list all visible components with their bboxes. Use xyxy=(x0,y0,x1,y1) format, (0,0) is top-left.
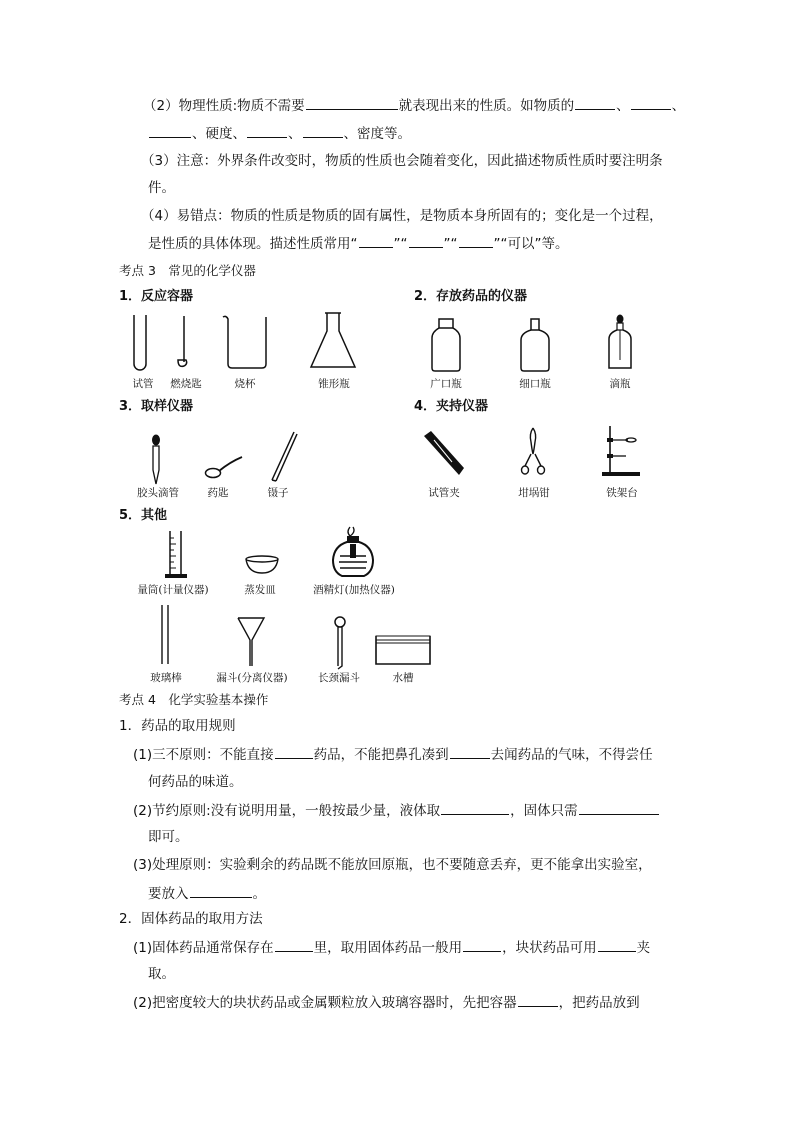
label-glass-rod: 玻璃棒 xyxy=(150,672,182,684)
water-trough-icon xyxy=(374,634,432,666)
evaporating-dish-icon xyxy=(244,555,280,577)
answer-blank[interactable] xyxy=(409,234,443,248)
glass-rod-icon xyxy=(158,604,172,666)
section-heading-kd3: 考点 3 常见的化学仪器 xyxy=(119,263,256,278)
answer-blank[interactable] xyxy=(275,745,313,759)
group-heading-holding: 4．夹持仪器 xyxy=(414,399,489,414)
dropper-icon xyxy=(148,434,164,486)
medicine-spoon-icon xyxy=(204,454,244,480)
physical-property-line2: 、硬度、 、 、密度等。 xyxy=(148,124,411,143)
answer-blank[interactable] xyxy=(450,745,490,759)
pitfall-line2: 是性质的具体体现。描述性质常用“ ”“ ”“ ”“可以”等。 xyxy=(148,236,569,252)
label-test-tube: 试管 xyxy=(132,378,154,390)
label-dropper: 胶头滴管 xyxy=(137,487,179,499)
narrow-mouth-bottle-icon xyxy=(519,318,551,372)
long-neck-funnel-icon xyxy=(332,614,348,670)
label-medicine-spoon: 药匙 xyxy=(207,487,229,499)
solid-method-line2: 取。 xyxy=(148,966,175,982)
group-heading-reaction: 1．反应容器 xyxy=(119,289,194,304)
rule-economy-line1: (2)节约原则:没有说明用量，一般按最少量，液体取 ，固体只需 xyxy=(133,801,660,820)
rule-economy-line2: 即可。 xyxy=(148,829,189,845)
label-conical-flask: 锥形瓶 xyxy=(318,378,350,390)
conical-flask-icon xyxy=(308,311,358,371)
label-funnel: 漏斗(分离仪器) xyxy=(216,672,288,684)
answer-blank[interactable] xyxy=(247,124,287,138)
answer-blank[interactable] xyxy=(190,884,252,898)
group-heading-others: 5．其他 xyxy=(119,508,168,523)
solid-method-line3: (2)把密度较大的块状药品或金属颗粒放入玻璃容器时，先把容器 ，把药品放到 xyxy=(133,995,640,1011)
label-narrow-mouth-bottle: 细口瓶 xyxy=(519,378,551,390)
label-beaker: 烧杯 xyxy=(234,378,256,390)
answer-blank[interactable] xyxy=(459,234,493,248)
dropper-bottle-icon xyxy=(606,314,634,372)
answer-blank[interactable] xyxy=(306,96,398,110)
label-graduated-cylinder: 量筒(计量仪器) xyxy=(137,584,209,596)
combustion-spoon-icon xyxy=(172,314,192,372)
graduated-cylinder-icon xyxy=(164,530,190,580)
label-test-tube-holder: 试管夹 xyxy=(428,487,460,499)
funnel-icon xyxy=(237,616,265,668)
answer-blank[interactable] xyxy=(275,938,313,952)
answer-blank[interactable] xyxy=(441,801,509,815)
group-heading-sampling: 3．取样仪器 xyxy=(119,399,194,414)
solid-method-heading: 2．固体药品的取用方法 xyxy=(119,911,263,927)
answer-blank[interactable] xyxy=(303,124,343,138)
answer-blank[interactable] xyxy=(631,96,671,110)
beaker-icon xyxy=(222,314,270,370)
crucible-tongs-icon xyxy=(520,426,546,478)
answer-blank[interactable] xyxy=(579,801,659,815)
label-water-trough: 水槽 xyxy=(392,672,414,684)
iron-stand-icon xyxy=(598,424,642,478)
pitfall-line1: （4）易错点：物质的性质是物质的固有属性，是物质本身所固有的；变化是一个过程， xyxy=(141,208,663,224)
label-crucible-tongs: 坩埚钳 xyxy=(518,487,550,499)
tweezers-icon xyxy=(268,430,298,484)
label-combustion-spoon: 燃烧匙 xyxy=(170,378,202,390)
answer-blank[interactable] xyxy=(463,938,501,952)
label-evaporating-dish: 蒸发皿 xyxy=(244,584,276,596)
rule-three-nots-line1: (1)三不原则：不能直接 药品，不能把鼻孔凑到 去闻药品的气味，不得尝任 xyxy=(133,747,653,763)
label-long-neck-funnel: 长颈漏斗 xyxy=(318,672,360,684)
note-line1: （3）注意：外界条件改变时，物质的性质也会随着变化，因此描述物质性质时要注明条 xyxy=(141,153,663,169)
answer-blank[interactable] xyxy=(359,234,393,248)
label-alcohol-lamp: 酒精灯(加热仪器) xyxy=(313,584,395,596)
label-dropper-bottle: 滴瓶 xyxy=(609,378,631,390)
answer-blank[interactable] xyxy=(149,124,191,138)
rule-disposal-line1: (3)处理原则：实验剩余的药品既不能放回原瓶，也不要随意丢弃，更不能拿出实验室， xyxy=(133,857,652,873)
label-iron-stand: 铁架台 xyxy=(606,487,638,499)
label-tweezers: 镊子 xyxy=(267,487,289,499)
solid-method-line1: (1)固体药品通常保存在 里，取用固体药品一般用 ，块状药品可用 夹 xyxy=(133,940,651,956)
rules-heading: 1．药品的取用规则 xyxy=(119,718,236,734)
rule-three-nots-line2: 何药品的味道。 xyxy=(148,774,243,790)
group-heading-storage: 2．存放药品的仪器 xyxy=(414,289,528,304)
note-line2: 件。 xyxy=(148,180,175,196)
label-wide-mouth-bottle: 广口瓶 xyxy=(430,378,462,390)
section-heading-kd4: 考点 4 化学实验基本操作 xyxy=(119,692,269,707)
test-tube-holder-icon xyxy=(422,430,466,478)
physical-property-line1: （2）物理性质:物质不需要 就表现出来的性质。如物质的 、 、 xyxy=(143,98,686,114)
wide-mouth-bottle-icon xyxy=(430,318,462,372)
alcohol-lamp-icon xyxy=(330,526,376,578)
rule-disposal-line2: 要放入 。 xyxy=(148,886,266,902)
answer-blank[interactable] xyxy=(518,993,558,1007)
answer-blank[interactable] xyxy=(575,96,615,110)
answer-blank[interactable] xyxy=(598,938,636,952)
test-tube-icon xyxy=(130,314,150,374)
